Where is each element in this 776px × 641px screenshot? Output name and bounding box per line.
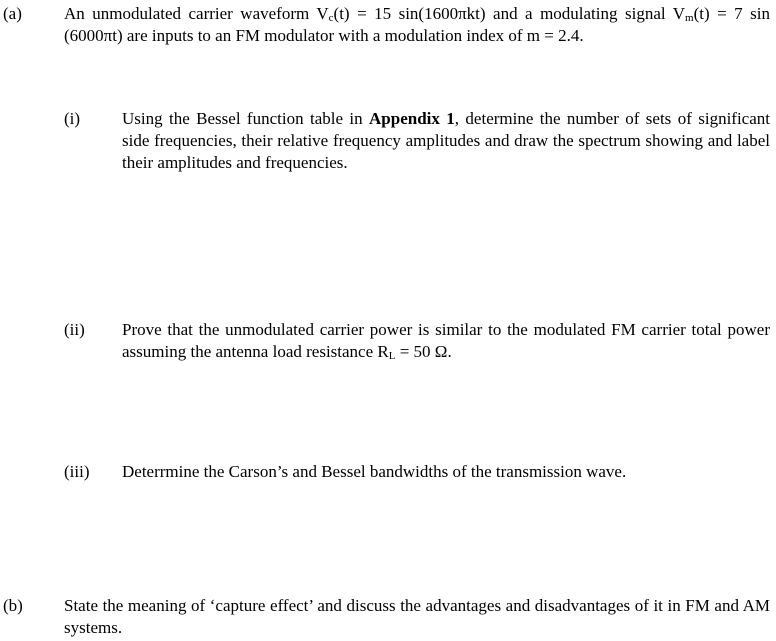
part-i-text: Using the Bessel function table in Appendix 1, determine the number of sets of significant side frequencies, their relative frequency amplitudes and draw the spectrum showing and label their amplitudes and frequencies. bbox=[122, 109, 770, 172]
question-a-label: (a) bbox=[3, 4, 22, 23]
part-iii-label: (iii) bbox=[64, 462, 90, 481]
question-a-stem: An unmodulated carrier waveform $V_c(t) = 15$ sin(1600πkt) and a modulating signal $V_m(t) = 7$ sin (6000πt) are inputs to an FM modulator with a modulation index of m = 2.4. bbox=[64, 4, 770, 45]
question-b-text: State the meaning of ‘capture effect’ and discuss the advantages and disadvantages of it in FM and AM systems. bbox=[64, 596, 770, 637]
part-i-label: (i) bbox=[64, 109, 81, 128]
part-iii-text: Deterrmine the Carson’s and Bessel bandwidths of the transmission wave. bbox=[122, 462, 627, 481]
part-ii-text: Prove that the unmodulated carrier power is similar to the modulated FM carrier total power assuming the antenna load resistance $R_L = 50$ Ω. bbox=[122, 320, 770, 362]
part-ii-label: (ii) bbox=[64, 320, 85, 339]
question-b-label: (b) bbox=[3, 596, 23, 615]
